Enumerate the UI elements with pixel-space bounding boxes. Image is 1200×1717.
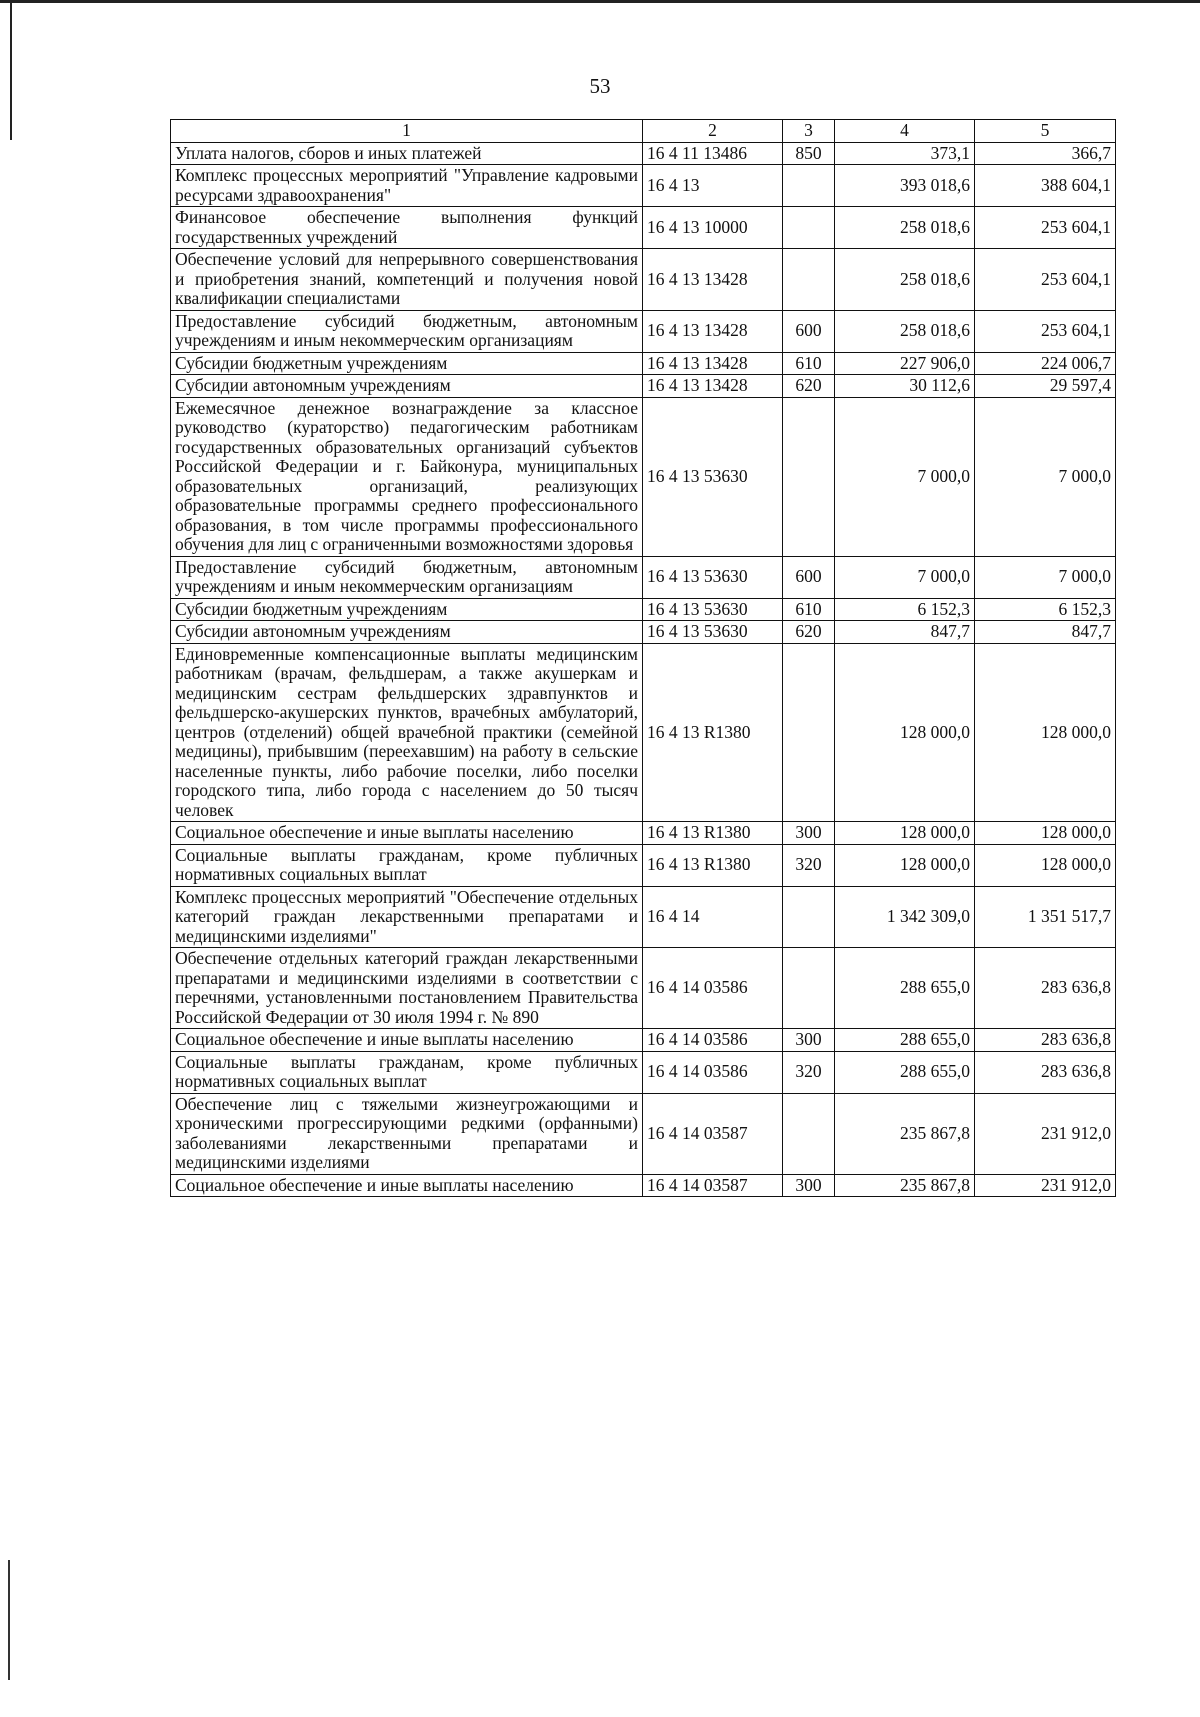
row-value-col4: 258 018,6 [835, 310, 975, 352]
row-value-col5: 283 636,8 [975, 1029, 1116, 1052]
row-value-col5: 231 912,0 [975, 1093, 1116, 1174]
table-row [171, 886, 1116, 948]
table-row [171, 822, 1116, 845]
table-row [171, 142, 1116, 165]
header-col-1: 1 [171, 120, 643, 143]
row-name: Субсидии бюджетным учреждениям [171, 352, 643, 375]
row-expense-type: 850 [783, 142, 835, 165]
row-expense-type: 320 [783, 1051, 835, 1093]
row-expense-type: 300 [783, 1174, 835, 1197]
row-value-col5: 29 597,4 [975, 375, 1116, 398]
table-row [171, 397, 1116, 556]
row-code: 16 4 13 53630 [643, 621, 783, 644]
row-value-col4: 847,7 [835, 621, 975, 644]
scan-top-border [0, 0, 1200, 9]
row-expense-type: 320 [783, 844, 835, 886]
row-code: 16 4 13 53630 [643, 598, 783, 621]
row-value-col4: 227 906,0 [835, 352, 975, 375]
row-code: 16 4 14 03586 [643, 948, 783, 1029]
row-code: 16 4 14 03587 [643, 1174, 783, 1197]
header-col-3: 3 [783, 120, 835, 143]
row-value-col5: 388 604,1 [975, 165, 1116, 207]
row-name: Субсидии автономным учреждениям [171, 621, 643, 644]
row-expense-type [783, 1093, 835, 1174]
row-name: Обеспечение условий для непрерывного совершенствования и приобретения знаний, компетенций и получения новой квалификации специалистами [171, 249, 643, 311]
row-code: 16 4 14 03587 [643, 1093, 783, 1174]
row-name: Комплекс процессных мероприятий "Управление кадровыми ресурсами здравоохранения" [171, 165, 643, 207]
table-row [171, 249, 1116, 311]
row-value-col4: 258 018,6 [835, 249, 975, 311]
table-row [171, 643, 1116, 822]
row-code: 16 4 13 10000 [643, 207, 783, 249]
table-row [171, 165, 1116, 207]
row-name: Социальные выплаты гражданам, кроме публичных нормативных социальных выплат [171, 1051, 643, 1093]
row-value-col5: 283 636,8 [975, 948, 1116, 1029]
row-name: Уплата налогов, сборов и иных платежей [171, 142, 643, 165]
row-expense-type: 610 [783, 598, 835, 621]
row-code: 16 4 13 13428 [643, 375, 783, 398]
row-expense-type: 300 [783, 1029, 835, 1052]
row-code: 16 4 14 03586 [643, 1051, 783, 1093]
row-expense-type: 620 [783, 621, 835, 644]
row-value-col5: 231 912,0 [975, 1174, 1116, 1197]
row-name: Ежемесячное денежное вознаграждение за классное руководство (кураторство) педагогическим работникам государственных образовательных организаций субъектов Российской Федерации и г. Байконура, муниципальных образовательных организаций, реализующих образовательные программы среднего профессионального образования, в том числе программы профессионального обучения для лиц с ограниченными возможностями здоровья [171, 397, 643, 556]
row-code: 16 4 13 [643, 165, 783, 207]
row-name: Социальное обеспечение и иные выплаты населению [171, 1029, 643, 1052]
table-row [171, 207, 1116, 249]
row-value-col4: 288 655,0 [835, 1051, 975, 1093]
scan-left-edge-mark [10, 0, 12, 140]
row-name: Социальное обеспечение и иные выплаты населению [171, 822, 643, 845]
row-name: Субсидии бюджетным учреждениям [171, 598, 643, 621]
table-row [171, 621, 1116, 644]
row-expense-type [783, 249, 835, 311]
row-code: 16 4 13 53630 [643, 556, 783, 598]
table-row [171, 598, 1116, 621]
row-expense-type [783, 643, 835, 822]
table-row [171, 844, 1116, 886]
row-value-col4: 235 867,8 [835, 1174, 975, 1197]
header-col-5: 5 [975, 120, 1116, 143]
row-value-col5: 128 000,0 [975, 643, 1116, 822]
row-name: Предоставление субсидий бюджетным, автономным учреждениям и иным некоммерческим организациям [171, 310, 643, 352]
row-name: Финансовое обеспечение выполнения функций государственных учреждений [171, 207, 643, 249]
row-code: 16 4 14 [643, 886, 783, 948]
row-expense-type: 300 [783, 822, 835, 845]
row-value-col4: 235 867,8 [835, 1093, 975, 1174]
row-expense-type [783, 886, 835, 948]
row-value-col5: 253 604,1 [975, 207, 1116, 249]
table-body [171, 142, 1116, 1197]
row-code: 16 4 13 13428 [643, 352, 783, 375]
row-expense-type: 610 [783, 352, 835, 375]
row-code: 16 4 13 53630 [643, 397, 783, 556]
table-row [171, 375, 1116, 398]
row-value-col4: 393 018,6 [835, 165, 975, 207]
row-value-col4: 288 655,0 [835, 1029, 975, 1052]
row-code: 16 4 11 13486 [643, 142, 783, 165]
row-value-col4: 373,1 [835, 142, 975, 165]
table-row [171, 310, 1116, 352]
table-row [171, 1029, 1116, 1052]
row-value-col5: 128 000,0 [975, 844, 1116, 886]
row-expense-type: 600 [783, 310, 835, 352]
row-expense-type [783, 207, 835, 249]
table-row [171, 1093, 1116, 1174]
row-value-col5: 1 351 517,7 [975, 886, 1116, 948]
row-value-col4: 258 018,6 [835, 207, 975, 249]
row-name: Субсидии автономным учреждениям [171, 375, 643, 398]
row-code: 16 4 13 R1380 [643, 643, 783, 822]
row-expense-type [783, 948, 835, 1029]
row-expense-type [783, 397, 835, 556]
row-value-col5: 366,7 [975, 142, 1116, 165]
row-code: 16 4 13 13428 [643, 249, 783, 311]
row-name: Единовременные компенсационные выплаты медицинским работникам (врачам, фельдшерам, а также акушеркам и медицинским сестрам фельдшерских здравпунктов и фельдшерско-акушерских пунктов, врачебных амбулаторий, центров (отделений) общей врачебной практики (семейной медицины), прибывшим (переехавшим) на работу в сельские населенные пункты, либо рабочие поселки, либо поселки городского типа, либо города с населением до 50 тысяч человек [171, 643, 643, 822]
table-row [171, 556, 1116, 598]
row-name: Социальное обеспечение и иные выплаты населению [171, 1174, 643, 1197]
row-name: Социальные выплаты гражданам, кроме публичных нормативных социальных выплат [171, 844, 643, 886]
table-row [171, 1051, 1116, 1093]
row-value-col4: 128 000,0 [835, 643, 975, 822]
row-value-col4: 128 000,0 [835, 822, 975, 845]
row-code: 16 4 13 R1380 [643, 844, 783, 886]
page-number: 53 [589, 74, 611, 98]
row-expense-type [783, 165, 835, 207]
row-code: 16 4 13 13428 [643, 310, 783, 352]
budget-table [170, 119, 1116, 1197]
row-code: 16 4 13 R1380 [643, 822, 783, 845]
row-value-col5: 128 000,0 [975, 822, 1116, 845]
row-value-col4: 30 112,6 [835, 375, 975, 398]
row-name: Обеспечение отдельных категорий граждан лекарственными препаратами и медицинскими изделиями в соответствии с перечнями, установленными постановлением Правительства Российской Федерации от 30 июля 1994 г. № 890 [171, 948, 643, 1029]
row-expense-type: 620 [783, 375, 835, 398]
header-col-4: 4 [835, 120, 975, 143]
row-expense-type: 600 [783, 556, 835, 598]
row-value-col5: 224 006,7 [975, 352, 1116, 375]
row-value-col5: 283 636,8 [975, 1051, 1116, 1093]
row-value-col4: 288 655,0 [835, 948, 975, 1029]
header-col-2: 2 [643, 120, 783, 143]
row-name: Предоставление субсидий бюджетным, автономным учреждениям и иным некоммерческим организациям [171, 556, 643, 598]
row-value-col5: 847,7 [975, 621, 1116, 644]
row-name: Обеспечение лиц с тяжелыми жизнеугрожающими и хроническими прогрессирующими редкими (орфанными) заболеваниями лекарственными препаратами и медицинскими изделиями [171, 1093, 643, 1174]
row-value-col4: 6 152,3 [835, 598, 975, 621]
row-value-col5: 253 604,1 [975, 249, 1116, 311]
row-value-col4: 128 000,0 [835, 844, 975, 886]
row-value-col5: 7 000,0 [975, 556, 1116, 598]
row-value-col5: 253 604,1 [975, 310, 1116, 352]
table-row [171, 1174, 1116, 1197]
row-value-col4: 1 342 309,0 [835, 886, 975, 948]
table-row [171, 948, 1116, 1029]
scan-left-edge-mark-lower [8, 1560, 10, 1680]
row-value-col5: 6 152,3 [975, 598, 1116, 621]
row-name: Комплекс процессных мероприятий "Обеспечение отдельных категорий граждан лекарственными препаратами и медицинскими изделиями" [171, 886, 643, 948]
table-row [171, 352, 1116, 375]
table-header-row [171, 120, 1116, 143]
row-code: 16 4 14 03586 [643, 1029, 783, 1052]
row-value-col4: 7 000,0 [835, 556, 975, 598]
row-value-col4: 7 000,0 [835, 397, 975, 556]
row-value-col5: 7 000,0 [975, 397, 1116, 556]
